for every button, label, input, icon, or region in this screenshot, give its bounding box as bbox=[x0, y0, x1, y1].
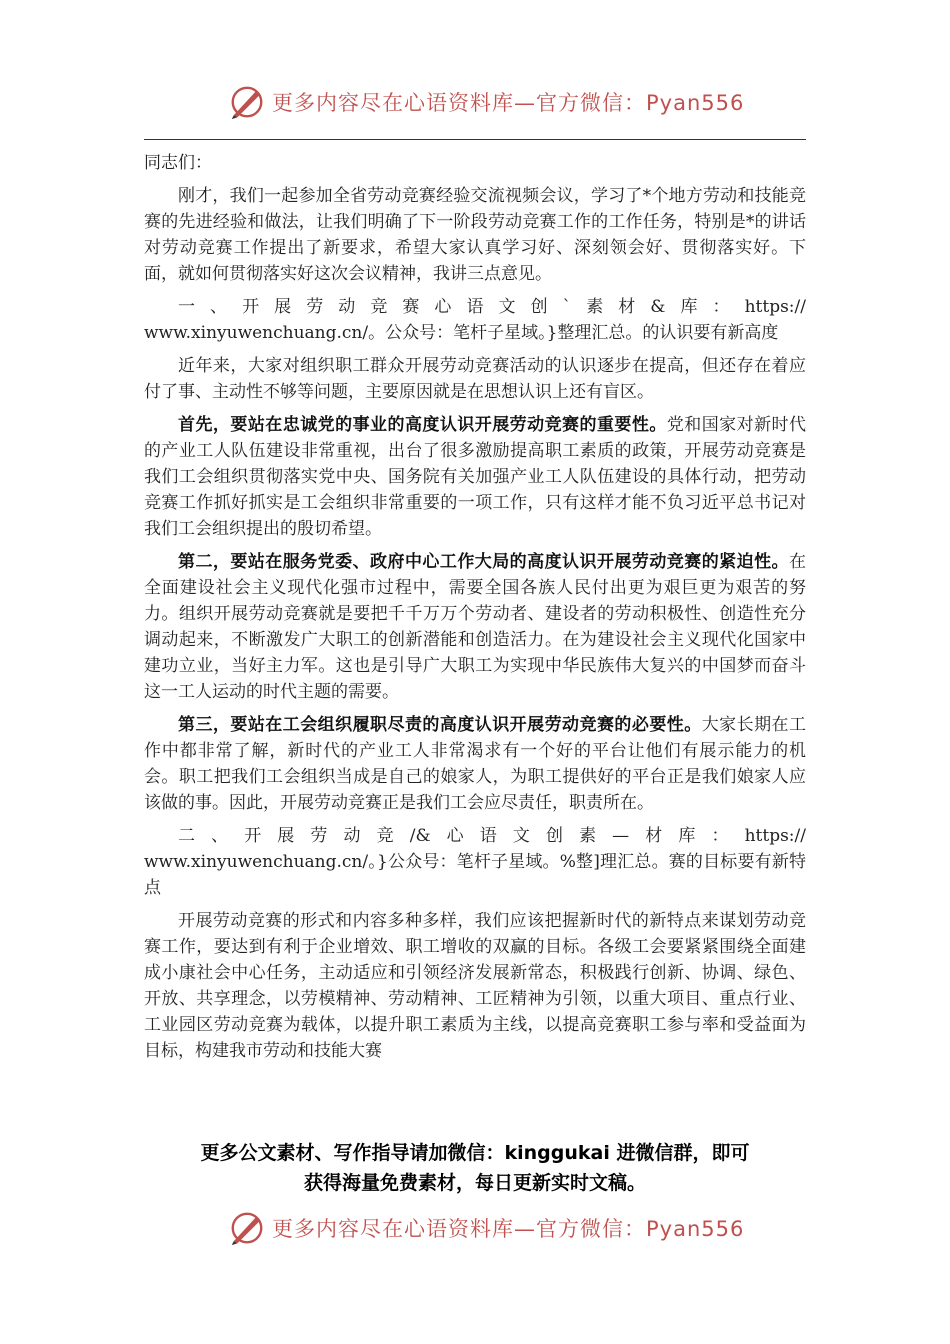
section-heading-1-line2: www.xinyuwenchuang.cn/。公众号：笔杆子星域。}整理汇总。的认识要有新高度 bbox=[144, 323, 779, 343]
banner-text: 更多内容尽在心语资料库—官方微信：Pyan556 bbox=[272, 91, 745, 115]
pen-logo-icon bbox=[228, 1209, 266, 1247]
promo-line-2: 获得海量免费素材，每日更新实时文稿。 bbox=[303, 1172, 646, 1194]
section-heading-2-line2: www.xinyuwenchuang.cn/。}公众号：笔杆子星域。%整]理汇总。赛的目标要有新特点 bbox=[144, 852, 806, 898]
document-body bbox=[144, 150, 806, 1064]
promo-line-1: 更多公文素材、写作指导请加微信：kinggukai 进微信群，即可 bbox=[200, 1142, 750, 1164]
bold-lead: 第二，要站在服务党委、政府中心工作大局的高度认识开展劳动竞赛的紧迫性。 bbox=[178, 552, 789, 572]
paragraph: 开展劳动竞赛的形式和内容多种多样，我们应该把握新时代的新特点来谋划劳动竞赛工作，要达到有利于企业增效、职工增收的双赢的目标。各级工会要紧紧围绕全面建成小康社会中心任务，主动适应和引领经济发展新常态，积极践行创新、协调、绿色、开放、共享理念，以劳模精神、劳动精神、工匠精神为引领，以重大项目、重点行业、工业园区劳动竞赛为载体，以提升职工素质为主线，以提高竞赛职工参与率和受益面为目标，构建我市劳动和技能大赛 bbox=[144, 911, 806, 1061]
banner-wechat-id: Pyan556 bbox=[646, 91, 745, 115]
paragraph: 第三，要站在工会组织履职尽责的高度认识开展劳动竞赛的必要性。大家长期在工作中都非常了解，新时代的产业工人非常渴求有一个好的平台让他们有展示能力的机会。职工把我们工会组织当成是自己的娘家人，为职工提供好的平台正是我们娘家人应该做的事。因此，开展劳动竞赛正是我们工会应尽责任，职责所在。 bbox=[144, 715, 807, 813]
promo-notice bbox=[144, 1138, 806, 1198]
footer-banner bbox=[0, 1206, 950, 1250]
section-heading-2-line1: 二、开展劳动竞/&心语文创素—材库：https:// bbox=[178, 826, 806, 846]
paragraph: 刚才，我们一起参加全省劳动竞赛经验交流视频会议，学习了*个地方劳动和技能竞赛的先进经验和做法，让我们明确了下一阶段劳动竞赛工作的工作任务，特别是*的讲话对劳动竞赛工作提出了新要求，希望大家认真学习好、深刻领会好、贯彻落实好。下面，就如何贯彻落实好这次会议精神，我讲三点意见。 bbox=[144, 186, 806, 284]
header-divider bbox=[144, 139, 806, 140]
pen-logo-icon bbox=[228, 83, 266, 121]
header-banner bbox=[0, 80, 950, 124]
section-heading-1-line1: 一、开展劳动竞赛心语文创`素材&库：https:// bbox=[178, 297, 806, 317]
bold-lead: 第三，要站在工会组织履职尽责的高度认识开展劳动竞赛的必要性。 bbox=[178, 715, 702, 735]
paragraph: 近年来，大家对组织职工群众开展劳动竞赛活动的认识逐步在提高，但还存在着应付了事、主动性不够等问题，主要原因就是在思想认识上还有盲区。 bbox=[144, 356, 806, 402]
banner-text: 更多内容尽在心语资料库—官方微信：Pyan556 bbox=[272, 1217, 745, 1241]
banner-wechat-id: Pyan556 bbox=[646, 1217, 745, 1241]
salutation: 同志们： bbox=[144, 153, 212, 173]
paragraph: 第二，要站在服务党委、政府中心工作大局的高度认识开展劳动竞赛的紧迫性。在全面建设社会主义现代化强市过程中，需要全国各族人民付出更为艰巨更为艰苦的努力。组织开展劳动竞赛就是要把千千万万个劳动者、建设者的劳动积极性、创造性充分调动起来，不断激发广大职工的创新潜能和创造活力。在为建设社会主义现代化国家中建功立业，当好主力军。这也是引导广大职工为实现中华民族伟大复兴的中国梦而奋斗这一工人运动的时代主题的需要。 bbox=[144, 552, 806, 702]
bold-lead: 首先，要站在忠诚党的事业的高度认识开展劳动竞赛的重要性。 bbox=[178, 415, 667, 435]
paragraph: 首先，要站在忠诚党的事业的高度认识开展劳动竞赛的重要性。党和国家对新时代的产业工人队伍建设非常重视，出台了很多激励提高职工素质的政策，开展劳动竞赛是我们工会组织贯彻落实党中央、国务院有关加强产业工人队伍建设的具体行动，把劳动竞赛工作抓好抓实是工会组织非常重要的一项工作，只有这样才能不负习近平总书记对我们工会组织提出的殷切希望。 bbox=[144, 415, 807, 539]
